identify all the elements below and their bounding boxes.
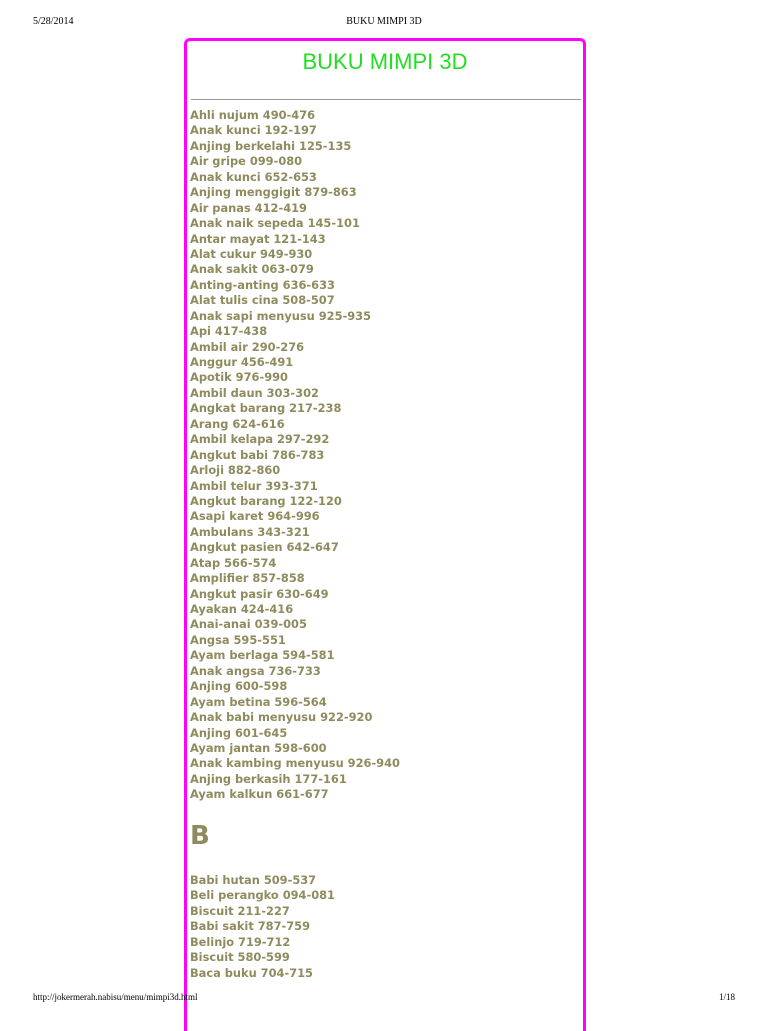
page-title: BUKU MIMPI 3D	[302, 49, 468, 74]
dream-entry: Anak kunci 192-197	[190, 123, 317, 138]
dream-entry: Ambil kelapa 297-292	[190, 432, 330, 447]
dream-entry: Angkut pasir 630-649	[190, 586, 329, 601]
dream-entry: Angkut barang 122-120	[190, 493, 342, 508]
dream-entry: Alat tulis cina 508-507	[190, 293, 335, 308]
dream-entry: Belinjo 719-712	[190, 934, 291, 949]
dream-entry: Ambil telur 393-371	[190, 478, 318, 493]
title-divider	[191, 99, 581, 100]
dream-entry: Anak naik sepeda 145-101	[190, 216, 360, 231]
dream-entry: Anggur 456-491	[190, 355, 294, 369]
dream-entry: Angkat barang 217-238	[190, 401, 342, 416]
dream-entry: Anak kunci 652-653	[190, 169, 317, 184]
entry-list-b	[190, 873, 335, 981]
print-page-number: 1/18	[718, 992, 735, 1002]
print-header	[33, 16, 735, 30]
dream-entry: Alat cukur 949-930	[190, 246, 313, 261]
print-date: 5/28/2014	[33, 16, 74, 27]
dream-entry: Ayam jantan 598-600	[190, 740, 327, 755]
section-heading-b: B	[190, 821, 210, 851]
dream-entry: Babi sakit 787-759	[190, 919, 311, 934]
dream-entry: Amplifier 857-858	[190, 571, 305, 586]
dream-entry: Air panas 412-419	[190, 200, 307, 215]
print-document-title: BUKU MIMPI 3D	[346, 16, 422, 27]
dream-entry: Anting-anting 636-633	[190, 277, 335, 292]
dream-entry: Arloji 882-860	[190, 463, 281, 478]
dream-entry: Anak babi menyusu 922-920	[190, 710, 373, 725]
dream-entry: Atap 566-574	[190, 555, 277, 570]
dream-entry: Angsa 595-551	[190, 632, 286, 647]
dream-entry: Ambil daun 303-302	[190, 385, 319, 400]
dream-entry: Ayam betina 596-564	[190, 694, 327, 709]
dream-entry: Beli perangko 094-081	[190, 888, 335, 903]
dream-entry: Biscuit 580-599	[190, 950, 290, 965]
dream-entry: Ahli nujum 490-476	[190, 108, 316, 122]
dream-entry: Ambil air 290-276	[190, 339, 305, 354]
entry-list-a	[190, 108, 400, 803]
dream-entry: Anjing menggigit 879-863	[190, 185, 357, 200]
dream-entry: Antar mayat 121-143	[190, 231, 326, 246]
dream-entry: Anjing 600-598	[190, 679, 288, 694]
dream-entry: Angkut babi 786-783	[190, 447, 325, 462]
dream-entry: Biscuit 211-227	[190, 903, 290, 918]
dream-entry: Apotik 976-990	[190, 370, 288, 385]
content-frame	[184, 38, 586, 1031]
dream-entry: Angkut pasien 642-647	[190, 540, 339, 555]
dream-entry: Ayam kalkun 661-677	[190, 787, 329, 802]
dream-entry: Anjing berkasih 177-161	[190, 771, 347, 786]
dream-entry: Babi hutan 509-537	[190, 873, 317, 887]
dream-entry: Anjing berkelahi 125-135	[190, 138, 352, 153]
dream-entry: Baca buku 704-715	[190, 965, 313, 980]
dream-entry: Ayam berlaga 594-581	[190, 648, 335, 663]
dream-entry: Anjing 601-645	[190, 725, 288, 740]
dream-entry: Anak kambing menyusu 926-940	[190, 756, 400, 771]
dream-entry: Anak sapi menyusu 925-935	[190, 308, 372, 323]
print-url: http://jokermerah.nabisu/menu/mimpi3d.html	[33, 992, 198, 1002]
dream-entry: Ayakan 424-416	[190, 602, 294, 616]
dream-entry: Anak sakit 063-079	[190, 262, 314, 277]
dream-entry: Api 417-438	[190, 324, 268, 339]
dream-entry: Asapi karet 964-996	[190, 509, 320, 524]
dream-entry: Anak angsa 736-733	[190, 663, 321, 678]
dream-entry: Ambulans 343-321	[190, 524, 310, 539]
dream-entry: Air gripe 099-080	[190, 154, 303, 169]
print-footer	[33, 992, 735, 1006]
dream-entry: Anai-anai 039-005	[190, 617, 307, 632]
dream-entry: Arang 624-616	[190, 416, 285, 431]
